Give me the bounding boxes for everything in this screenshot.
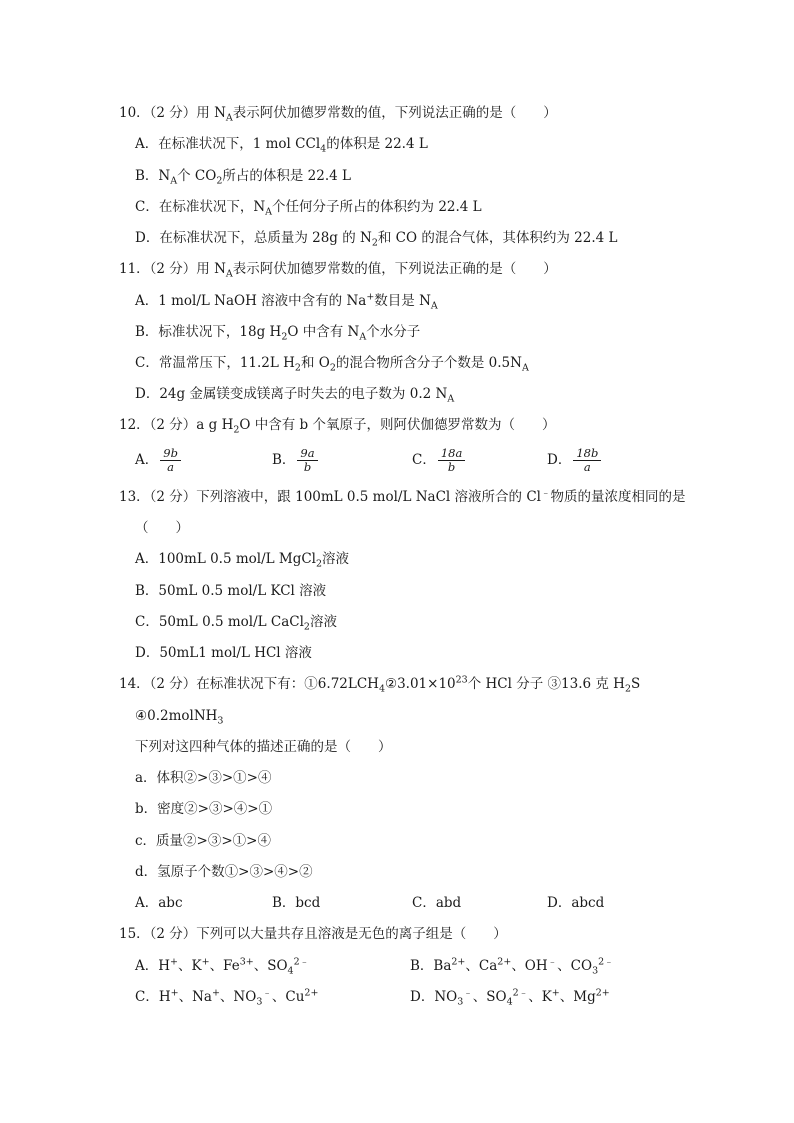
text: B．标准状况下，18g H (135, 324, 282, 340)
subscript: 2 (281, 331, 288, 343)
text: A．在标准状况下，1 mol CCl (135, 136, 321, 152)
superscript: ﹣ (540, 487, 551, 499)
text: 个任何分子所占的体积约为 22.4 L (272, 199, 482, 215)
subscript: A (359, 331, 367, 343)
superscript: + (366, 291, 375, 303)
q11-option-d (135, 384, 454, 404)
text: O 中含有 N (287, 324, 360, 340)
q11-option-b (135, 322, 420, 342)
text: 个 HCl 分子 ③13.6 克 H (467, 676, 625, 692)
text: 、K (528, 989, 552, 1005)
text: 14．（2 分）在标准状况下有：①6.72LCH (119, 676, 379, 692)
option-label: B． (272, 452, 296, 468)
text: 、Cu (271, 989, 305, 1005)
q10-stem (119, 103, 557, 123)
text: C．50mL 0.5 mol/L CaCl (135, 614, 304, 630)
subscript: 3 (457, 996, 464, 1008)
text: ④0.2molNH (135, 708, 218, 724)
text: C．常温常压下，11.2L H (135, 355, 295, 371)
denominator: a (167, 460, 175, 474)
fraction (573, 447, 601, 474)
superscript: + (211, 987, 220, 999)
q10-option-d (135, 228, 617, 248)
text: D．在标准状况下，总质量为 28g 的 N (135, 230, 372, 246)
denominator: b (303, 460, 312, 474)
subscript: A (170, 175, 178, 187)
fraction (160, 447, 181, 474)
numerator: 18b (573, 447, 601, 461)
q11-option-a (135, 291, 438, 311)
text: 个 CO (177, 168, 217, 184)
subscript: 4 (320, 143, 327, 155)
q13-option-d: D．50mL1 mol/L HCl 溶液 (135, 645, 312, 661)
subscript: 2 (233, 424, 240, 436)
superscript: + (201, 956, 210, 968)
q15-option-b (410, 956, 614, 976)
superscript: ﹣ (262, 987, 272, 999)
superscript: 2﹣ (512, 987, 529, 999)
text: 的混合物所含分子个数是 0.5N (335, 355, 522, 371)
subscript: 2 (216, 175, 223, 187)
q11-option-c (135, 353, 529, 373)
text: 表示阿伏加德罗常数的值，下列说法正确的是（ ） (232, 105, 557, 121)
q14-option-c: C．abd (412, 895, 462, 911)
denominator: a (583, 460, 591, 474)
subscript: 3 (592, 965, 599, 977)
subscript: 2 (371, 237, 378, 249)
text: A．H (135, 958, 171, 974)
text: 12．（2 分）a g H (119, 417, 234, 433)
q12-option-b (272, 447, 318, 474)
text: 10．（2 分）用 N (119, 105, 226, 121)
superscript: 3+ (239, 956, 254, 968)
text: 溶液 (309, 614, 337, 630)
q13-option-b: B．50mL 0.5 mol/L KCl 溶液 (135, 583, 327, 599)
subscript: A (225, 112, 233, 124)
text: 、Fe (209, 958, 240, 974)
subscript: A (447, 393, 455, 405)
text: 、OH (511, 958, 548, 974)
text: 、CO (557, 958, 593, 974)
subscript: A (265, 206, 273, 218)
q13-option-a (135, 549, 349, 569)
q12-option-d (547, 447, 601, 474)
superscript: + (170, 987, 179, 999)
q14-option-a: A．abc (135, 895, 183, 911)
q10-option-a (135, 134, 428, 154)
text: 、SO (253, 958, 288, 974)
q14-statement-a: a．体积②>③>①>④ (135, 770, 272, 786)
option-label: C． (412, 452, 436, 468)
q14-stem (119, 674, 640, 694)
subscript: 3 (256, 996, 263, 1008)
q13-stem-paren: （ ） (135, 520, 189, 536)
superscript: 2﹣ (293, 956, 310, 968)
subscript: 2 (624, 683, 631, 695)
text: 、Na (178, 989, 212, 1005)
q12-option-c (412, 447, 465, 474)
text: 11．（2 分）用 N (119, 261, 226, 277)
superscript: 23 (455, 674, 468, 686)
subscript: 2 (294, 362, 301, 374)
superscript: + (551, 987, 560, 999)
text: ②3.01×10 (384, 676, 456, 692)
q14-statement-b: b．密度②>③>④>① (135, 801, 273, 817)
superscript: ﹣ (547, 956, 558, 968)
subscript: A (430, 300, 438, 312)
q15-option-c (135, 987, 318, 1007)
q12-stem (119, 415, 556, 435)
fraction (297, 447, 317, 474)
subscript: 3 (217, 715, 224, 727)
q14-option-b: B．bcd (272, 895, 321, 911)
text: B．Ba (410, 958, 452, 974)
numerator: 9b (160, 447, 181, 461)
superscript: 2+ (451, 956, 466, 968)
q15-option-a (135, 956, 309, 976)
q14-statement-c: c．质量②>③>①>④ (135, 833, 271, 849)
numerator: 18a (438, 447, 466, 461)
text: 、Ca (465, 958, 498, 974)
subscript: 2 (316, 558, 323, 570)
option-label: A． (135, 452, 159, 468)
superscript: + (170, 956, 178, 968)
superscript: 2+ (497, 956, 512, 968)
text: O 中含有 b 个氧原子，则阿伏伽德罗常数为（ ） (239, 417, 556, 433)
superscript: 2+ (304, 987, 319, 999)
q13-stem (119, 487, 686, 507)
q11-stem (119, 259, 557, 279)
text: 和 CO 的混合气体，其体积约为 22.4 L (377, 230, 618, 246)
subscript: 2 (329, 362, 336, 374)
subscript: A (225, 268, 233, 280)
text: 、Mg (559, 989, 596, 1005)
text: 数目是 N (374, 293, 431, 309)
text: S (631, 676, 641, 692)
q14-stem-line2 (135, 706, 223, 726)
text: C．H (135, 989, 171, 1005)
superscript: 2+ (595, 987, 610, 999)
subscript: 4 (378, 683, 385, 695)
subscript: 2 (303, 621, 310, 633)
q12-option-a (135, 447, 181, 474)
q10-option-c (135, 197, 482, 217)
superscript: 2﹣ (598, 956, 614, 968)
q10-option-b (135, 166, 351, 186)
q14-prompt: 下列对这四种气体的描述正确的是（ ） (135, 739, 392, 755)
numerator: 9a (297, 447, 317, 461)
text: 、NO (219, 989, 257, 1005)
text: 溶液 (322, 551, 350, 567)
subscript: 4 (287, 965, 294, 977)
subscript: A (521, 362, 529, 374)
option-label: D． (547, 452, 572, 468)
text: C．在标准状况下，N (135, 199, 266, 215)
q13-option-c (135, 612, 337, 632)
denominator: b (447, 460, 456, 474)
text: D．NO (410, 989, 458, 1005)
text: D．24g 金属镁变成镁离子时失去的电子数为 0.2 N (135, 386, 448, 402)
q15-option-d (410, 987, 610, 1007)
text: 个水分子 (366, 324, 421, 340)
text: 和 O (300, 355, 330, 371)
text: A．100mL 0.5 mol/L MgCl (135, 551, 316, 567)
text: 所占的体积是 22.4 L (222, 168, 351, 184)
q14-option-d: D．abcd (547, 895, 605, 911)
fraction (438, 447, 466, 474)
text: 表示阿伏加德罗常数的值，下列说法正确的是（ ） (232, 261, 557, 277)
text: 、K (178, 958, 202, 974)
superscript: ﹣ (463, 987, 473, 999)
text: 、SO (472, 989, 507, 1005)
text: 13．（2 分）下列溶液中，跟 100mL 0.5 mol/L NaCl 溶液所合的 Cl (119, 489, 541, 505)
q15-stem: 15．（2 分）下列可以大量共存且溶液是无色的离子组是（ ） (119, 926, 507, 942)
text: 的体积是 22.4 L (326, 136, 428, 152)
subscript: 4 (506, 996, 513, 1008)
text: 物质的量浓度相同的是 (550, 489, 686, 505)
text: B．N (135, 168, 171, 184)
q14-statement-d: d．氢原子个数①>③>④>② (135, 864, 313, 880)
text: A．1 mol/L NaOH 溶液中含有的 Na (135, 293, 367, 309)
